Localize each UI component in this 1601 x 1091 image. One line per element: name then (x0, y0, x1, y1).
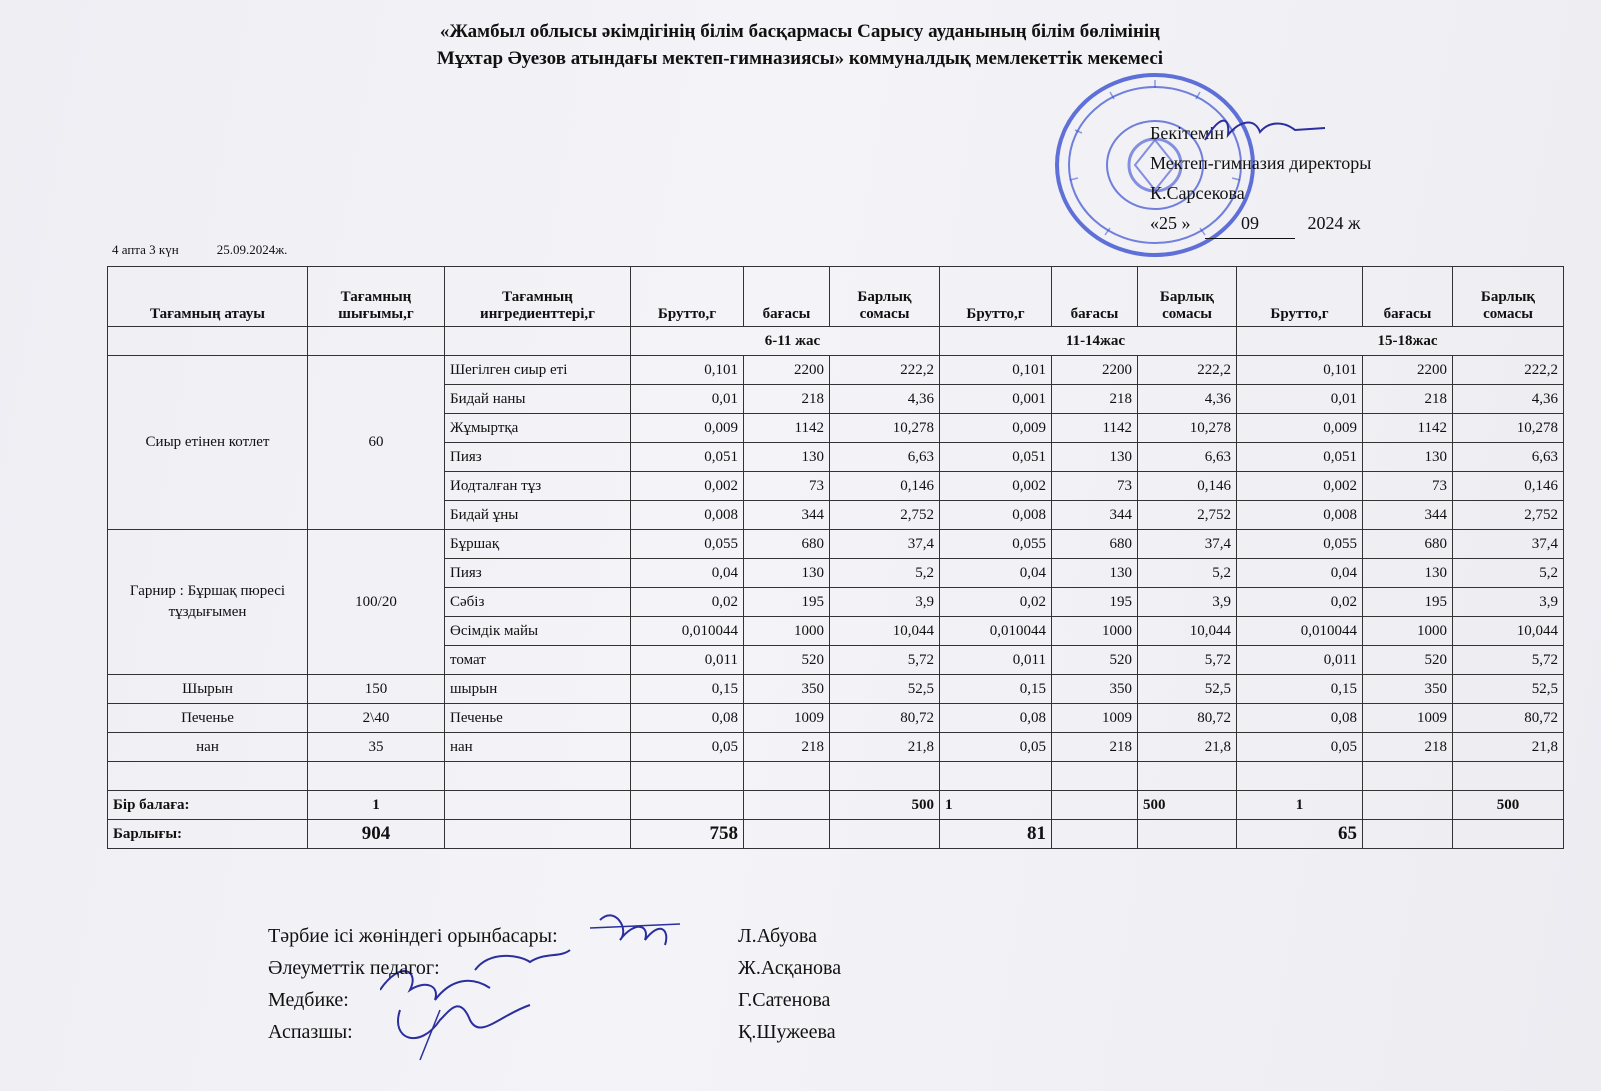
value-cell: 0,146 (830, 472, 940, 501)
value-cell: 2200 (1052, 356, 1138, 385)
empty-cell (744, 820, 830, 849)
empty-cell (631, 762, 744, 791)
dish-yield: 150 (308, 675, 445, 704)
ingredient-name: Бұршақ (445, 530, 631, 559)
value-cell: 5,72 (1453, 646, 1564, 675)
value-cell: 0,001 (940, 385, 1052, 414)
value-cell: 0,04 (631, 559, 744, 588)
value-cell: 0,055 (631, 530, 744, 559)
empty-cell (1363, 791, 1453, 820)
value-cell: 21,8 (830, 733, 940, 762)
approval-name: К.Сарсекова (1150, 183, 1245, 203)
empty-cell (1237, 762, 1363, 791)
value-cell: 130 (1363, 559, 1453, 588)
table-row (108, 675, 1564, 704)
approval-label: Бекітемін (1150, 123, 1224, 143)
value-cell: 680 (744, 530, 830, 559)
value-cell: 0,04 (940, 559, 1052, 588)
value-cell: 2200 (744, 356, 830, 385)
value-cell: 0,01 (631, 385, 744, 414)
approval-date (1150, 208, 1371, 239)
day-caption (112, 242, 287, 258)
table-row (108, 733, 1564, 762)
empty-cell (1363, 762, 1453, 791)
approval-month: 09 (1205, 208, 1295, 239)
signature-row (268, 984, 898, 1016)
value-cell: 0,02 (940, 588, 1052, 617)
value-cell: 0,010044 (1237, 617, 1363, 646)
value-cell: 5,72 (830, 646, 940, 675)
value-cell: 680 (1363, 530, 1453, 559)
value-cell: 1009 (1363, 704, 1453, 733)
value-cell: 0,04 (1237, 559, 1363, 588)
value-cell: 1142 (1052, 414, 1138, 443)
value-cell: 0,101 (1237, 356, 1363, 385)
approval-day: «25 » (1150, 213, 1191, 233)
value-cell: 222,2 (1453, 356, 1564, 385)
value-cell: 73 (744, 472, 830, 501)
ingredient-name: Жұмыртқа (445, 414, 631, 443)
value-cell: 222,2 (830, 356, 940, 385)
value-cell: 0,008 (631, 501, 744, 530)
signature-name: Ж.Асқанова (738, 957, 842, 979)
dish-name: Шырын (108, 675, 308, 704)
value-cell: 0,011 (940, 646, 1052, 675)
value-cell: 0,08 (631, 704, 744, 733)
total-value-3: 81 (940, 820, 1052, 849)
ingredient-name: Пияз (445, 559, 631, 588)
value-cell: 130 (744, 559, 830, 588)
signatures-block (268, 920, 898, 1048)
value-cell: 218 (744, 385, 830, 414)
age-group-1: 6-11 жас (631, 327, 940, 356)
menu-table (107, 266, 1564, 849)
column-header: бағасы (744, 267, 830, 327)
value-cell: 3,9 (1138, 588, 1237, 617)
empty-cell (1052, 820, 1138, 849)
value-cell: 5,2 (830, 559, 940, 588)
value-cell: 0,055 (1237, 530, 1363, 559)
total-value-1: 904 (308, 820, 445, 849)
value-cell: 130 (1363, 443, 1453, 472)
value-cell: 52,5 (1138, 675, 1237, 704)
empty-cell (744, 791, 830, 820)
value-cell: 130 (1052, 559, 1138, 588)
document-title (300, 18, 1300, 72)
dish-yield: 100/20 (308, 530, 445, 675)
value-cell: 1009 (1052, 704, 1138, 733)
empty-cell (1453, 820, 1564, 849)
column-header: бағасы (1363, 267, 1453, 327)
value-cell: 80,72 (1453, 704, 1564, 733)
per-child-row (108, 791, 1564, 820)
empty-cell (1453, 762, 1564, 791)
column-header: Брутто,г (631, 267, 744, 327)
empty-cell (445, 820, 631, 849)
per-child-count-2: 1 (940, 791, 1052, 820)
value-cell: 0,146 (1138, 472, 1237, 501)
value-cell: 0,05 (1237, 733, 1363, 762)
value-cell: 5,2 (1138, 559, 1237, 588)
dish-yield: 2\40 (308, 704, 445, 733)
value-cell: 52,5 (1453, 675, 1564, 704)
value-cell: 0,15 (631, 675, 744, 704)
value-cell: 6,63 (1453, 443, 1564, 472)
value-cell: 6,63 (830, 443, 940, 472)
value-cell: 520 (1052, 646, 1138, 675)
value-cell: 0,008 (940, 501, 1052, 530)
dish-yield: 35 (308, 733, 445, 762)
per-child-sum-2: 500 (1138, 791, 1237, 820)
empty-cell (830, 820, 940, 849)
value-cell: 3,9 (1453, 588, 1564, 617)
signature-role: Тәрбие ісі жөніндегі орынбасары: (268, 925, 558, 947)
table-row (108, 530, 1564, 559)
total-value-4: 65 (1237, 820, 1363, 849)
value-cell: 218 (1363, 733, 1453, 762)
value-cell: 0,002 (940, 472, 1052, 501)
value-cell: 5,2 (1453, 559, 1564, 588)
week-day: 4 апта 3 күн (112, 242, 179, 257)
value-cell: 1000 (744, 617, 830, 646)
value-cell: 350 (744, 675, 830, 704)
value-cell: 0,002 (1237, 472, 1363, 501)
value-cell: 0,02 (1237, 588, 1363, 617)
value-cell: 130 (1052, 443, 1138, 472)
value-cell: 2,752 (830, 501, 940, 530)
value-cell: 0,05 (631, 733, 744, 762)
value-cell: 344 (1052, 501, 1138, 530)
value-cell: 195 (744, 588, 830, 617)
value-cell: 73 (1052, 472, 1138, 501)
column-header: Брутто,г (940, 267, 1052, 327)
value-cell: 1000 (1052, 617, 1138, 646)
empty-cell (1363, 820, 1453, 849)
menu-date: 25.09.2024ж. (216, 242, 288, 257)
value-cell: 0,01 (1237, 385, 1363, 414)
empty-cell (1138, 762, 1237, 791)
column-header: Барлық сомасы (1138, 267, 1237, 327)
total-label: Барлығы: (108, 820, 308, 849)
column-header: Тағамның шығымы,г (308, 267, 445, 327)
empty-cell (445, 791, 631, 820)
value-cell: 0,008 (1237, 501, 1363, 530)
value-cell: 0,011 (631, 646, 744, 675)
value-cell: 0,051 (1237, 443, 1363, 472)
per-child-count-3: 1 (1237, 791, 1363, 820)
value-cell: 0,009 (631, 414, 744, 443)
value-cell: 130 (744, 443, 830, 472)
ingredient-name: Шегілген сиыр еті (445, 356, 631, 385)
empty-cell (308, 762, 445, 791)
value-cell: 218 (1052, 733, 1138, 762)
value-cell: 0,101 (631, 356, 744, 385)
approval-position: Мектеп-гимназия директоры (1150, 153, 1372, 173)
empty-cell (940, 762, 1052, 791)
title-line-1: «Жамбыл облысы әкімдігінің білім басқармасы Сарысу ауданының білім бөлімінің (439, 21, 1161, 42)
value-cell: 0,051 (631, 443, 744, 472)
value-cell: 195 (1363, 588, 1453, 617)
signature-name: Л.Абуова (738, 925, 817, 947)
value-cell: 680 (1052, 530, 1138, 559)
column-header: Барлық сомасы (830, 267, 940, 327)
empty-cell (744, 762, 830, 791)
value-cell: 10,278 (830, 414, 940, 443)
total-row (108, 820, 1564, 849)
title-line-2: Мұхтар Әуезов атындағы мектеп-гимназиясы» коммуналдық мемлекеттік мекемесі (436, 48, 1164, 69)
approval-year: 2024 ж (1307, 213, 1361, 233)
value-cell: 4,36 (830, 385, 940, 414)
value-cell: 0,010044 (631, 617, 744, 646)
value-cell: 1009 (744, 704, 830, 733)
value-cell: 1000 (1363, 617, 1453, 646)
ingredient-name: Бидай наны (445, 385, 631, 414)
signature-name: Қ.Шужеева (738, 1021, 836, 1043)
value-cell: 10,044 (1453, 617, 1564, 646)
column-header: Брутто,г (1237, 267, 1363, 327)
value-cell: 0,15 (940, 675, 1052, 704)
value-cell: 195 (1052, 588, 1138, 617)
value-cell: 520 (744, 646, 830, 675)
dish-yield: 60 (308, 356, 445, 530)
value-cell: 3,9 (830, 588, 940, 617)
value-cell: 0,101 (940, 356, 1052, 385)
value-cell: 0,05 (940, 733, 1052, 762)
value-cell: 344 (1363, 501, 1453, 530)
ingredient-name: Иодталған тұз (445, 472, 631, 501)
per-child-count: 1 (308, 791, 445, 820)
column-header: Барлық сомасы (1453, 267, 1564, 327)
value-cell: 5,72 (1138, 646, 1237, 675)
value-cell: 0,15 (1237, 675, 1363, 704)
value-cell: 80,72 (1138, 704, 1237, 733)
value-cell: 350 (1052, 675, 1138, 704)
dish-name: Сиыр етінен котлет (108, 356, 308, 530)
per-child-sum-1: 500 (830, 791, 940, 820)
value-cell: 0,009 (940, 414, 1052, 443)
total-value-2: 758 (631, 820, 744, 849)
value-cell: 1142 (744, 414, 830, 443)
value-cell: 0,002 (631, 472, 744, 501)
value-cell: 0,08 (940, 704, 1052, 733)
value-cell: 0,009 (1237, 414, 1363, 443)
signature-role: Аспазшы: (268, 1021, 353, 1043)
value-cell: 350 (1363, 675, 1453, 704)
signature-row (268, 952, 898, 984)
value-cell: 520 (1363, 646, 1453, 675)
value-cell: 1142 (1363, 414, 1453, 443)
dish-name: нан (108, 733, 308, 762)
table-row (108, 356, 1564, 385)
empty-cell (108, 762, 308, 791)
value-cell: 10,278 (1453, 414, 1564, 443)
table-header-row (108, 267, 1564, 327)
director-signature-icon (1200, 110, 1330, 150)
dish-name: Гарнир : Бұршақ пюресі тұздығымен (108, 530, 308, 675)
column-header: Тағамның атауы (108, 267, 308, 327)
age-group-2: 11-14жас (940, 327, 1237, 356)
column-header: бағасы (1052, 267, 1138, 327)
ingredient-name: Бидай ұны (445, 501, 631, 530)
value-cell: 80,72 (830, 704, 940, 733)
value-cell: 4,36 (1138, 385, 1237, 414)
value-cell: 0,146 (1453, 472, 1564, 501)
dish-name: Печенье (108, 704, 308, 733)
value-cell: 2,752 (1138, 501, 1237, 530)
value-cell: 0,02 (631, 588, 744, 617)
value-cell: 218 (1363, 385, 1453, 414)
value-cell: 6,63 (1138, 443, 1237, 472)
signature-role: Әлеуметтік педагог: (268, 957, 440, 979)
value-cell: 37,4 (1453, 530, 1564, 559)
value-cell: 0,08 (1237, 704, 1363, 733)
value-cell: 73 (1363, 472, 1453, 501)
age-groups-row (108, 327, 1564, 356)
value-cell: 21,8 (1138, 733, 1237, 762)
empty-cell (631, 791, 744, 820)
signature-row (268, 1016, 898, 1048)
value-cell: 2,752 (1453, 501, 1564, 530)
table-row (108, 704, 1564, 733)
ingredient-name: нан (445, 733, 631, 762)
empty-cell (1052, 791, 1138, 820)
value-cell: 21,8 (1453, 733, 1564, 762)
value-cell: 10,278 (1138, 414, 1237, 443)
value-cell: 222,2 (1138, 356, 1237, 385)
value-cell: 0,055 (940, 530, 1052, 559)
signature-name: Г.Сатенова (738, 989, 831, 1011)
value-cell: 0,011 (1237, 646, 1363, 675)
ingredient-name: шырын (445, 675, 631, 704)
per-child-label: Бір балаға: (108, 791, 308, 820)
ingredient-name: томат (445, 646, 631, 675)
empty-cell (1138, 820, 1237, 849)
value-cell: 344 (744, 501, 830, 530)
value-cell: 0,051 (940, 443, 1052, 472)
value-cell: 37,4 (830, 530, 940, 559)
column-header: Тағамның ингредиенттері,г (445, 267, 631, 327)
value-cell: 37,4 (1138, 530, 1237, 559)
ingredient-name: Печенье (445, 704, 631, 733)
empty-cell (445, 762, 631, 791)
value-cell: 10,044 (830, 617, 940, 646)
ingredient-name: Сәбіз (445, 588, 631, 617)
ingredient-name: Пияз (445, 443, 631, 472)
value-cell: 0,010044 (940, 617, 1052, 646)
value-cell: 52,5 (830, 675, 940, 704)
value-cell: 218 (744, 733, 830, 762)
ingredient-name: Өсімдік майы (445, 617, 631, 646)
value-cell: 4,36 (1453, 385, 1564, 414)
value-cell: 2200 (1363, 356, 1453, 385)
empty-cell (1052, 762, 1138, 791)
empty-cell (830, 762, 940, 791)
signature-row (268, 920, 898, 952)
empty-row (108, 762, 1564, 791)
signature-role: Медбике: (268, 989, 349, 1011)
per-child-sum-3: 500 (1453, 791, 1564, 820)
age-group-3: 15-18жас (1237, 327, 1564, 356)
value-cell: 10,044 (1138, 617, 1237, 646)
value-cell: 218 (1052, 385, 1138, 414)
